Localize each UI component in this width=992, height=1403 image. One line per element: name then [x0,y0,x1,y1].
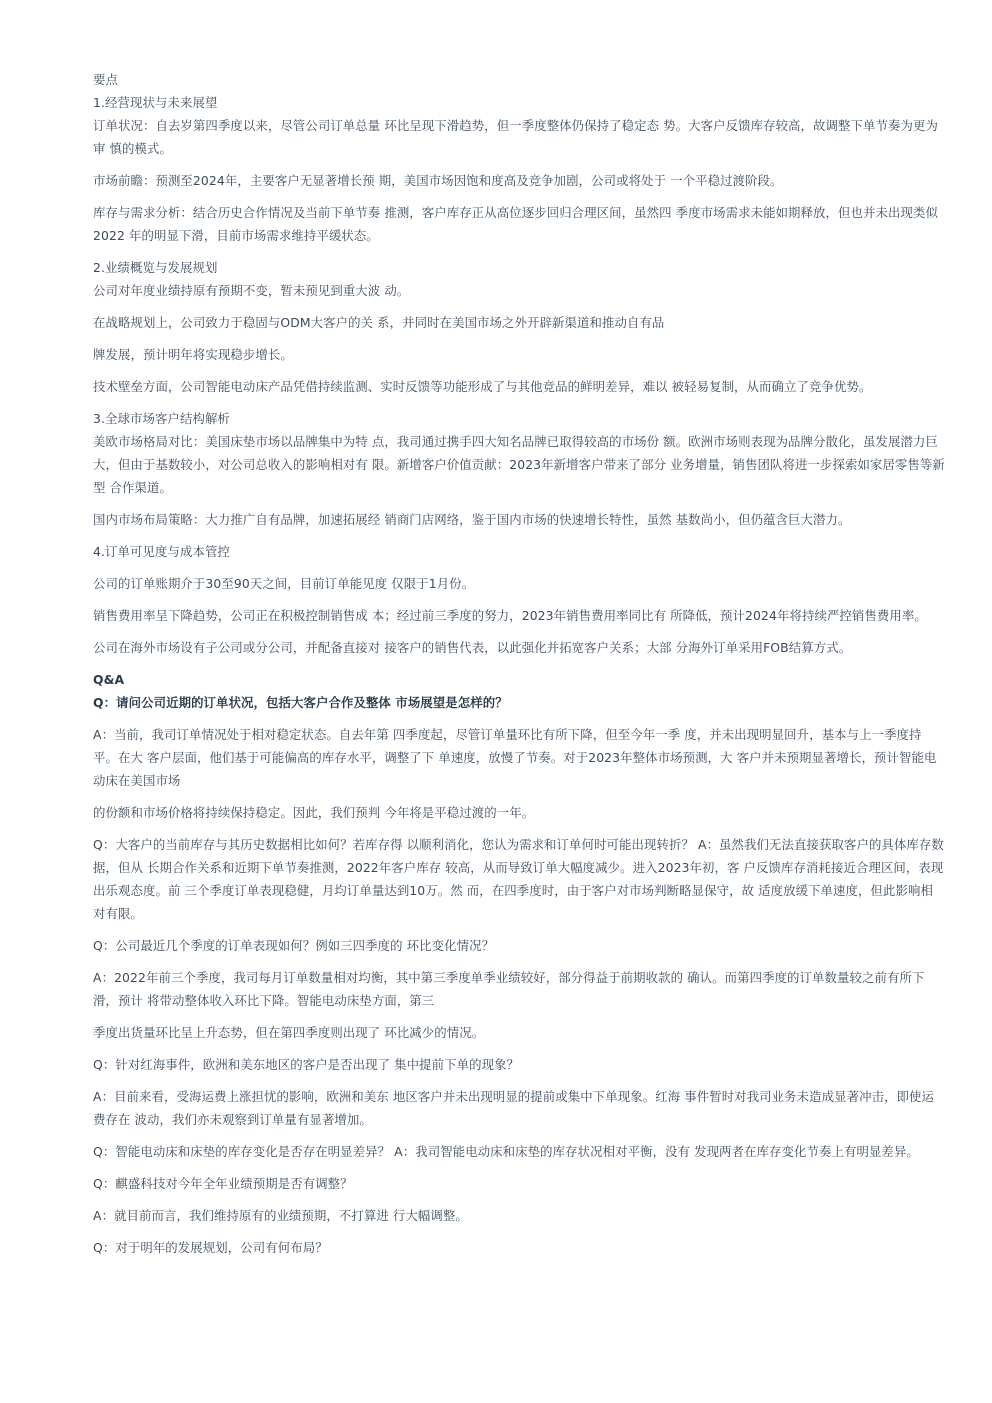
qa-paragraph: A：当前，我司订单情况处于相对稳定状态。自去年第 四季度起，尽管订单量环比有所下降，但至今年一季 度，并未出现明显回升，基本与上一季度持平。在大 客户层面，他们基于可能偏高的库存水平，调整了下 单速度，放慢了节奏。对于2023年整体市场预测，大 客户并未预期显著增长，预计智能电动床在美国市场 [93,727,937,788]
section-qa [93,668,945,1259]
section-performance [93,256,945,398]
qa-paragraph: Q：大客户的当前库存与其历史数据相比如何？若库存得 以顺利消化，您认为需求和订单何时可能出现转折？ A：虽然我们无法直接获取客户的具体库存数据，但从 长期合作关系和近期下单节奏推测，2022年客户库存 较高，从而导致订单大幅度减少。进入2023年初，客 户反馈库存消耗接近合理区间，表现出乐观态度。前 三个季度订单表现稳健，月均订单量达到10万。然 而，在四季度时，由于客户对市场判断略显保守，故 适度放缓下单速度，但此影响相对有限。 [93,837,944,921]
section-market-structure [93,407,945,531]
paragraph: 市场前瞻：预测至2024年，主要客户无显著增长预 期，美国市场因饱和度高及竞争加剧，公司或将处于 一个平稳过渡阶段。 [93,173,783,188]
heading-key-points: 要点 [93,72,118,87]
qa-paragraph: A：目前来看，受海运费上涨担忧的影响，欧洲和美东 地区客户并未出现明显的提前或集中下单现象。红海 事件暂时对我司业务未造成显著冲击，即使运费存在 波动，我们亦未观察到订单量有显著增加。 [93,1089,935,1127]
paragraph: 库存与需求分析：结合历史合作情况及当前下单节奏 推测，客户库存正从高位逐步回归合理区间，虽然四 季度市场需求未能如期释放，但也并未出现类似2022 年的明显下滑，目前市场需求维持平缓状态。 [93,205,938,243]
heading-order-visibility: 4.订单可见度与成本管控 [93,544,230,559]
paragraph: 公司对年度业绩持原有预期不变，暂未预见到重大波 动。 [93,283,410,298]
qa-paragraph: A：2022年前三个季度，我司每月订单数量相对均衡，其中第三季度单季业绩较好，部分得益于前期收款的 确认。而第四季度的订单数量较之前有所下滑，预计 将带动整体收入环比下降。智能电动床垫方面，第三 [93,970,925,1008]
paragraph: 在战略规划上，公司致力于稳固与ODM大客户的关 系，并同时在美国市场之外开辟新渠道和推动自有品 [93,315,665,330]
qa-paragraph: Q：智能电动床和床垫的库存变化是否存在明显差异？ A：我司智能电动床和床垫的库存状况相对平衡，没有 发现两者在库存变化节奏上有明显差异。 [93,1144,919,1159]
section-operations [93,91,945,247]
qa-paragraph: Q：对于明年的发展规划，公司有何布局？ [93,1240,328,1255]
qa-paragraph: 季度出货量环比呈上升态势，但在第四季度则出现了 环比减少的情况。 [93,1025,485,1040]
paragraph: 美欧市场格局对比：美国床垫市场以品牌集中为特 点，我司通过携手四大知名品牌已取得较高的市场份 额。欧洲市场则表现为品牌分散化，虽发展潜力巨 大，但由于基数较小，对公司总收入的影响相对有 限。新增客户价值贡献：2023年新增客户带来了部分 业务增量，销售团队将进一步探索如家居零售等新型 合作渠道。 [93,434,945,495]
qa-paragraph: A：就目前而言，我们维持原有的业绩预期，不打算进 行大幅调整。 [93,1208,468,1223]
section-key-points [93,68,945,91]
heading-performance: 2.业绩概览与发展规划 [93,260,218,275]
qa-paragraph: Q：麒盛科技对今年全年业绩预期是否有调整？ [93,1176,353,1191]
paragraph: 订单状况：自去岁第四季度以来，尽管公司订单总量 环比呈现下滑趋势，但一季度整体仍保持了稳定态 势。大客户反馈库存较高，故调整下单节奏为更为审 慎的模式。 [93,118,938,156]
question-first: Q：请问公司近期的订单状况，包括大客户合作及整体 市场展望是怎样的？ [93,695,508,710]
section-order-visibility [93,540,945,659]
document-page [93,68,945,1268]
heading-market-structure: 3.全球市场客户结构解析 [93,411,230,426]
heading-operations: 1.经营现状与未来展望 [93,95,218,110]
qa-paragraph: 的份额和市场价格将持续保持稳定。因此，我们预判 今年将是平稳过渡的一年。 [93,805,535,820]
paragraph: 牌发展，预计明年将实现稳步增长。 [93,347,293,362]
paragraph: 国内市场布局策略：大力推广自有品牌，加速拓展经 销商门店网络，鉴于国内市场的快速增长特性，虽然 基数尚小，但仍蕴含巨大潜力。 [93,512,851,527]
paragraph: 技术壁垒方面，公司智能电动床产品凭借持续监测、实时反馈等功能形成了与其他竞品的鲜明差异，难以 被轻易复制，从而确立了竞争优势。 [93,379,872,394]
paragraph: 销售费用率呈下降趋势，公司正在积极控制销售成 本；经过前三季度的努力，2023年销售费用率同比有 所降低，预计2024年将持续严控销售费用率。 [93,608,927,623]
paragraph: 公司的订单账期介于30至90天之间，目前订单能见度 仅限于1月份。 [93,576,475,591]
paragraph: 公司在海外市场设有子公司或分公司，并配备直接对 接客户的销售代表，以此强化并拓宽客户关系；大部 分海外订单采用FOB结算方式。 [93,640,852,655]
heading-qa: Q&A [93,672,125,687]
qa-paragraph: Q：公司最近几个季度的订单表现如何？例如三四季度的 环比变化情况？ [93,938,495,953]
qa-paragraph: Q：针对红海事件，欧洲和美东地区的客户是否出现了 集中提前下单的现象？ [93,1057,520,1072]
